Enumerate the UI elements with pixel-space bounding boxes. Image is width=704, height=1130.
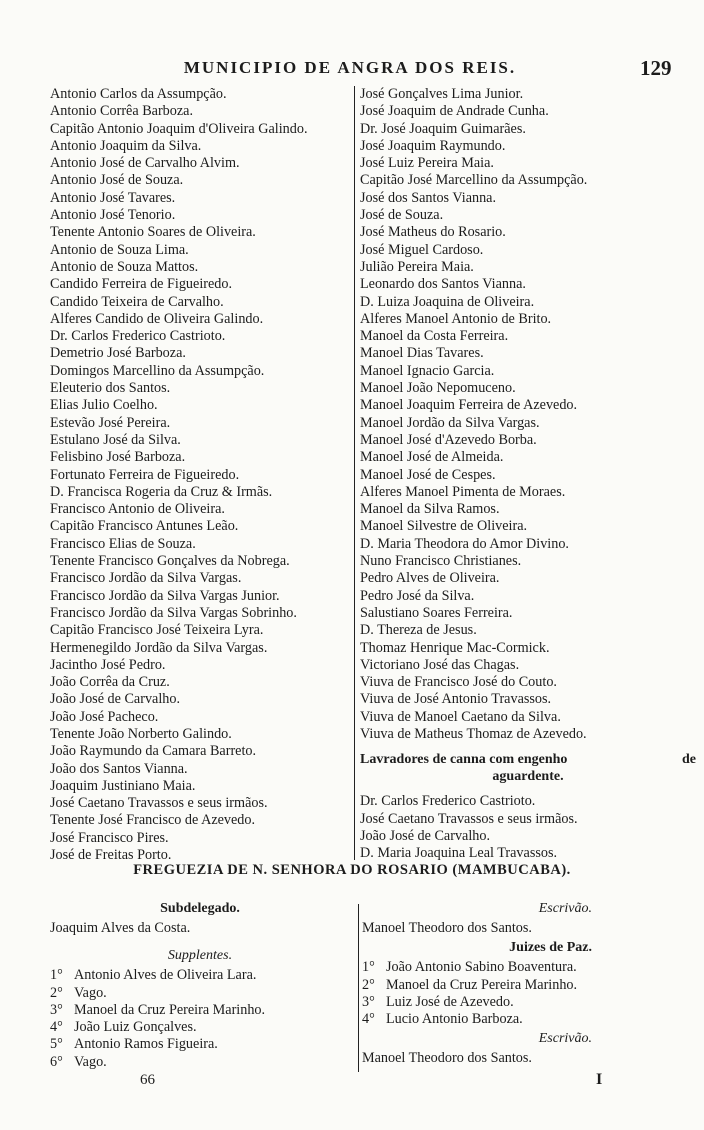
supplente-entry — [50, 1054, 350, 1071]
name-entry: Capitão Francisco José Teixeira Lyra. — [50, 622, 264, 639]
name-entry: Capitão Francisco Antunes Leão. — [50, 518, 239, 535]
escrivao-juizes-section — [362, 898, 662, 1068]
name-entry: José de Souza. — [360, 207, 444, 224]
juiz-entry — [362, 959, 662, 976]
name-entry: Alferes Candido de Oliveira Galindo. — [50, 310, 264, 327]
name-entry: Antonio Carlos da Assumpção. — [50, 86, 227, 102]
name-entry: Domingos Marcellino da Assumpção. — [50, 362, 265, 379]
entry-name: Lucio Antonio Barboza. — [386, 1011, 523, 1028]
name-entry: Francisco Jordão da Silva Vargas Sobrinho. — [50, 604, 297, 621]
ordinal: 4° — [50, 1019, 63, 1036]
name-entry: Tenente José Francisco de Azevedo. — [50, 812, 256, 829]
right-name-column — [360, 86, 700, 862]
name-entry: Victoriano José das Chagas. — [360, 656, 520, 673]
subdelegado-section — [50, 898, 350, 1071]
name-entry: Dr. Carlos Frederico Castrioto. — [50, 328, 226, 345]
name-entry: Manoel da Silva Ramos. — [360, 501, 500, 518]
ordinal: 3° — [362, 993, 375, 1010]
name-entry: Manoel Joaquim Ferreira de Azevedo. — [360, 397, 578, 414]
name-entry: José Joaquim Raymundo. — [360, 137, 506, 154]
name-entry: Tenente Francisco Gonçalves da Nobrega. — [50, 553, 290, 570]
escrivao-heading: Escrivão. — [538, 901, 592, 916]
name-entry: Tenente João Norberto Galindo. — [50, 725, 232, 742]
supplentes-heading: Supplentes. — [167, 948, 233, 964]
lavradores-heading-line1: Lavradores de canna com engenho — [360, 752, 568, 768]
entry-name: João Antonio Sabino Boaventura. — [386, 959, 577, 976]
name-entry: Antonio de Souza Mattos. — [50, 258, 199, 275]
name-entry: Capitão José Marcellino da Assumpção. — [360, 172, 588, 189]
name-entry: Elias Julio Coelho. — [50, 397, 158, 414]
ordinal: 6° — [50, 1053, 63, 1070]
name-entry: João Corrêa da Cruz. — [50, 674, 170, 691]
escrivao2-name: Manoel Theodoro dos Santos. — [362, 1050, 532, 1067]
supplente-entry — [50, 985, 350, 1002]
name-entry: Pedro José da Silva. — [360, 587, 475, 604]
name-entry: Antonio de Souza Lima. — [50, 241, 189, 258]
name-entry: Antonio José de Souza. — [50, 172, 184, 189]
name-entry: José Francisco Pires. — [50, 829, 169, 846]
name-entry: Antonio Corrêa Barboza. — [50, 103, 194, 120]
name-entry: Viuva de José Antonio Travassos. — [360, 691, 552, 708]
name-entry: Antonio Joaquim da Silva. — [50, 137, 202, 154]
name-entry: Manoel Silvestre de Oliveira. — [360, 518, 528, 535]
lavradores-list — [360, 793, 700, 862]
lavrador-entry: José Caetano Travassos e seus irmãos. — [360, 810, 578, 827]
name-entry: Manoel José d'Azevedo Borba. — [360, 431, 537, 448]
supplente-entry — [50, 1036, 350, 1053]
name-entry: João Raymundo da Camara Barreto. — [50, 743, 257, 760]
name-entry: Demetrio José Barboza. — [50, 345, 186, 362]
entry-name: Antonio Ramos Figueira. — [74, 1036, 218, 1053]
name-entry: Francisco Elias de Souza. — [50, 535, 196, 552]
name-entry: Joaquim Justiniano Maia. — [50, 777, 196, 794]
name-entry: Alferes Manoel Pimenta de Moraes. — [360, 483, 566, 500]
juizes-heading: Juizes de Paz. — [509, 940, 592, 956]
name-entry: João José de Carvalho. — [50, 691, 181, 708]
lavradores-heading-line1-end: de — [682, 752, 696, 768]
name-entry: Estulano José da Silva. — [50, 431, 181, 448]
name-entry: Francisco Jordão da Silva Vargas. — [50, 570, 242, 587]
footer-number: 66 — [140, 1072, 155, 1088]
name-entry: José Joaquim de Andrade Cunha. — [360, 103, 549, 120]
lavradores-heading — [360, 751, 700, 785]
entry-name: Luiz José de Azevedo. — [386, 993, 514, 1010]
name-entry: João José Pacheco. — [50, 708, 159, 725]
name-entry: Viuva de Manoel Caetano da Silva. — [360, 708, 561, 725]
name-entry: D. Maria Theodora do Amor Divino. — [360, 535, 569, 552]
ordinal: 1° — [50, 967, 63, 984]
name-entry: Manoel Dias Tavares. — [360, 345, 484, 362]
name-entry: Capitão Antonio Joaquim d'Oliveira Galindo. — [50, 120, 308, 137]
ordinal: 4° — [362, 1011, 375, 1028]
lavrador-entry: João José de Carvalho. — [360, 827, 491, 844]
name-entry: Manoel Ignacio Garcia. — [360, 362, 495, 379]
juiz-entry — [362, 977, 662, 994]
name-entry: Viuva de Matheus Thomaz de Azevedo. — [360, 725, 587, 742]
lavradores-heading-line2: aguardente. — [492, 769, 564, 785]
juiz-entry — [362, 1011, 662, 1028]
name-entry: José Matheus do Rosario. — [360, 224, 506, 241]
name-entry: Manoel João Nepomuceno. — [360, 380, 516, 397]
name-entry: José Caetano Travassos e seus irmãos. — [50, 795, 268, 812]
name-entry: José de Freitas Porto. — [50, 847, 172, 864]
lavrador-entry: Dr. Carlos Frederico Castrioto. — [360, 793, 536, 810]
juizes-list — [362, 959, 662, 1028]
entry-name: Vago. — [74, 1053, 107, 1070]
name-entry: Francisco Jordão da Silva Vargas Junior. — [50, 587, 280, 604]
name-entry: Alferes Manoel Antonio de Brito. — [360, 310, 552, 327]
name-entry: Antonio José de Carvalho Alvim. — [50, 155, 240, 172]
name-entry: Pedro Alves de Oliveira. — [360, 570, 500, 587]
name-entry: Antonio José Tavares. — [50, 189, 176, 206]
name-entry: Thomaz Henrique Mac-Cormick. — [360, 639, 550, 656]
supplente-entry — [50, 1002, 350, 1019]
name-entry: D. Luiza Joaquina de Oliveira. — [360, 293, 535, 310]
name-entry: Salustiano Soares Ferreira. — [360, 604, 513, 621]
name-entry: Estevão José Pereira. — [50, 414, 171, 431]
left-name-column — [50, 86, 350, 864]
name-entry: Fortunato Ferreira de Figueiredo. — [50, 466, 240, 483]
name-entry: Manoel José de Cespes. — [360, 466, 496, 483]
ordinal: 1° — [362, 959, 375, 976]
name-entry: José Miguel Cardoso. — [360, 241, 484, 258]
supplente-entry — [50, 967, 350, 984]
page-number: 129 — [640, 56, 672, 80]
name-entry: D. Francisca Rogeria da Cruz & Irmãs. — [50, 483, 273, 500]
name-entry: Hermenegildo Jordão da Silva Vargas. — [50, 639, 268, 656]
name-entry: Candido Ferreira de Figueiredo. — [50, 276, 233, 293]
name-entry: Eleuterio dos Santos. — [50, 380, 171, 397]
lower-column-divider — [358, 904, 359, 1072]
name-entry: José Luiz Pereira Maia. — [360, 155, 494, 172]
signature-mark: I — [596, 1071, 603, 1088]
ordinal: 2° — [362, 976, 375, 993]
entry-name: Vago. — [74, 984, 107, 1001]
name-entry: José Gonçalves Lima Junior. — [360, 86, 524, 102]
escrivao-name: Manoel Theodoro dos Santos. — [362, 920, 532, 936]
name-entry: Manoel da Costa Ferreira. — [360, 328, 509, 345]
name-entry: D. Thereza de Jesus. — [360, 622, 477, 639]
name-entry: Nuno Francisco Christianes. — [360, 553, 522, 570]
name-entry: Manoel Jordão da Silva Vargas. — [360, 414, 540, 431]
entry-name: João Luiz Gonçalves. — [74, 1019, 197, 1036]
name-entry: Jacintho José Pedro. — [50, 656, 166, 673]
ordinal: 3° — [50, 1001, 63, 1018]
lavrador-entry: D. Maria Joaquina Leal Travassos. — [360, 845, 558, 862]
subdelegado-heading: Subdelegado. — [160, 901, 240, 916]
entry-name: Antonio Alves de Oliveira Lara. — [74, 967, 257, 984]
name-entry: João dos Santos Vianna. — [50, 760, 188, 777]
entry-name: Manoel da Cruz Pereira Marinho. — [386, 976, 578, 993]
name-entry: Antonio José Tenorio. — [50, 207, 176, 224]
name-entry: José dos Santos Vianna. — [360, 189, 497, 206]
right-name-list — [360, 86, 700, 743]
name-entry: Francisco Antonio de Oliveira. — [50, 501, 225, 518]
entry-name: Manoel da Cruz Pereira Marinho. — [74, 1001, 266, 1018]
subdelegado-name: Joaquim Alves da Costa. — [50, 920, 191, 936]
juiz-entry — [362, 994, 662, 1011]
ordinal: 5° — [50, 1036, 63, 1053]
column-divider — [354, 86, 355, 860]
name-entry: Tenente Antonio Soares de Oliveira. — [50, 224, 256, 241]
name-entry: Candido Teixeira de Carvalho. — [50, 293, 224, 310]
escrivao2-heading: Escrivão. — [538, 1031, 592, 1047]
freguezia-title: FREGUEZIA DE N. SENHORA DO ROSARIO (MAMBUCABA). — [133, 862, 571, 878]
name-entry: Dr. José Joaquim Guimarães. — [360, 120, 526, 137]
name-entry: Felisbino José Barboza. — [50, 449, 186, 466]
supplentes-list — [50, 967, 350, 1071]
name-entry: Julião Pereira Maia. — [360, 258, 474, 275]
page-title: MUNICIPIO DE ANGRA DOS REIS. — [183, 58, 517, 77]
name-entry: Leonardo dos Santos Vianna. — [360, 276, 526, 293]
name-entry: Viuva de Francisco José do Couto. — [360, 674, 557, 691]
ordinal: 2° — [50, 984, 63, 1001]
name-entry: Manoel José de Almeida. — [360, 449, 504, 466]
supplente-entry — [50, 1019, 350, 1036]
